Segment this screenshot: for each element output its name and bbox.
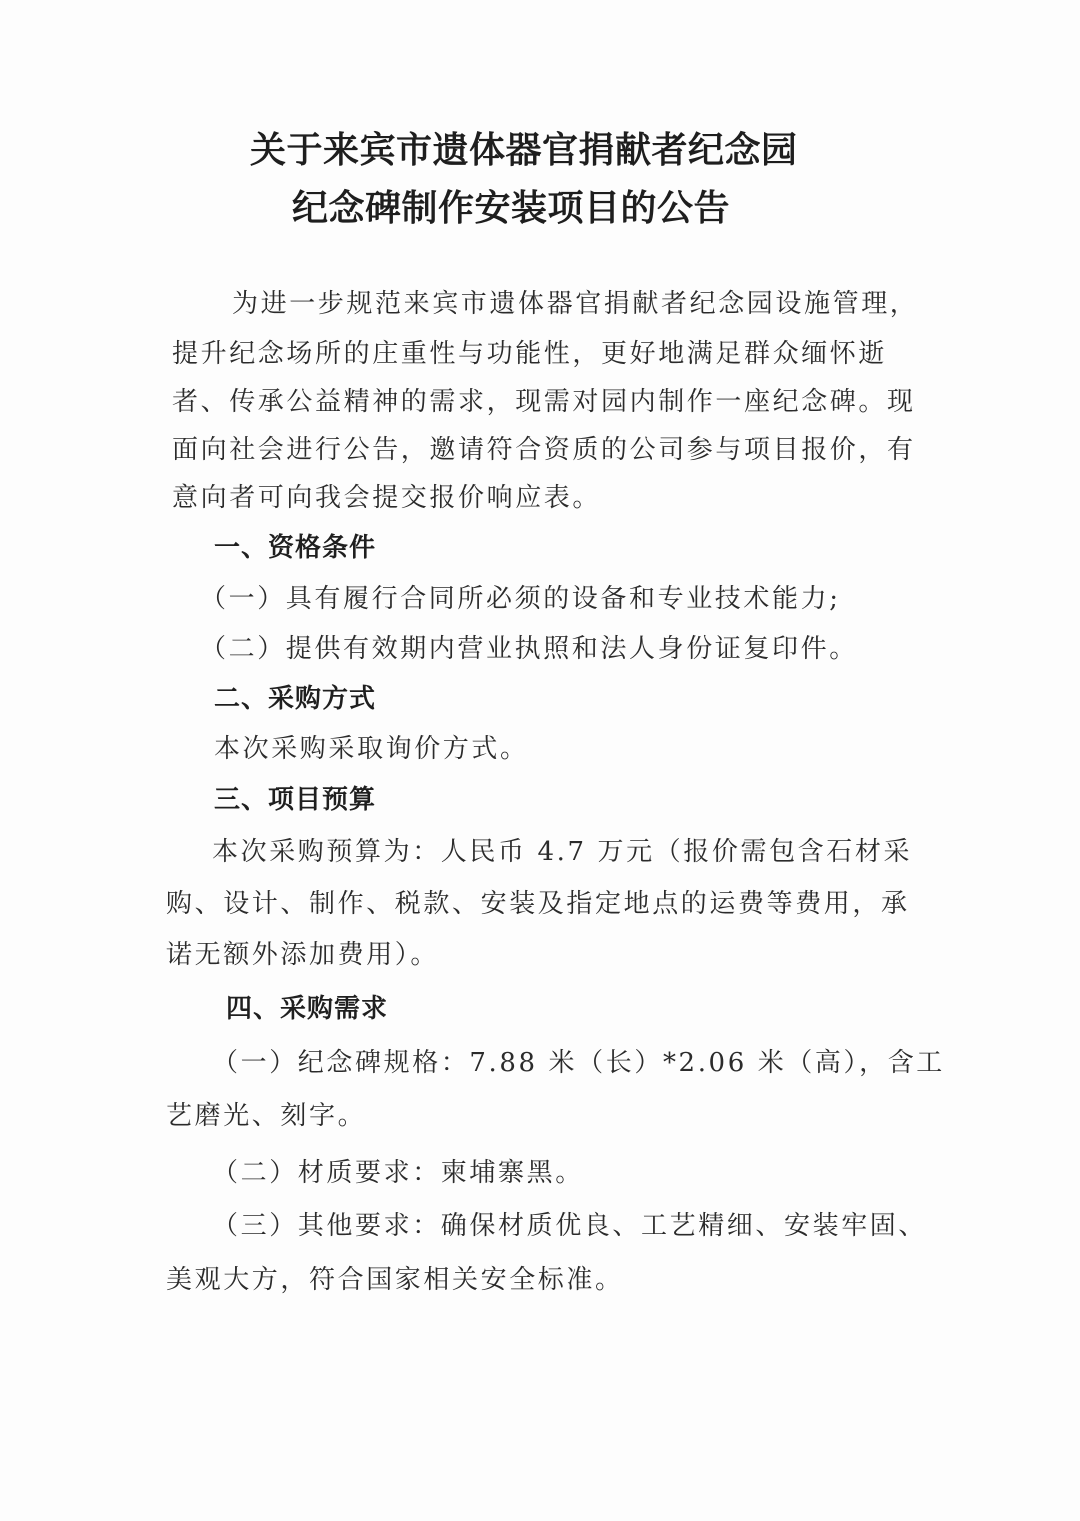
budget-line-2: 购、设计、制作、税款、安装及指定地点的运费等费用，承 xyxy=(166,889,910,919)
intro-line-4: 面向社会进行公告，邀请符合资质的公司参与项目报价，有 xyxy=(172,435,916,465)
requirement-spec-line-2: 艺磨光、刻字。 xyxy=(166,1101,367,1131)
intro-line-5: 意向者可向我会提交报价响应表。 xyxy=(172,483,602,513)
procurement-method-text: 本次采购采取询价方式。 xyxy=(214,734,529,764)
section-heading-budget: 三、项目预算 xyxy=(214,785,377,815)
requirement-material: （二）材质要求：柬埔寨黑。 xyxy=(212,1158,584,1188)
document-title-line-2: 纪念碑制作安装项目的公告 xyxy=(292,188,731,229)
document-title-line-1: 关于来宾市遗体器官捐献者纪念园 xyxy=(250,130,798,171)
budget-line-3: 诺无额外添加费用）。 xyxy=(166,940,440,970)
intro-line-1: 为进一步规范来宾市遗体器官捐献者纪念园设施管理， xyxy=(232,289,919,319)
requirement-spec-line-1: （一）纪念碑规格：7.88 米（长）*2.06 米（高），含工 xyxy=(212,1048,945,1078)
intro-line-3: 者、传承公益精神的需求，现需对园内制作一座纪念碑。现 xyxy=(172,387,916,417)
qualification-item-1: （一）具有履行合同所必须的设备和专业技术能力; xyxy=(200,584,841,614)
section-heading-procurement-method: 二、采购方式 xyxy=(214,684,377,714)
intro-line-2: 提升纪念场所的庄重性与功能性，更好地满足群众缅怀逝 xyxy=(172,339,888,369)
requirement-other-line-2: 美观大方，符合国家相关安全标准。 xyxy=(166,1265,624,1295)
qualification-item-2: （二）提供有效期内营业执照和法人身份证复印件。 xyxy=(200,634,858,664)
section-heading-qualifications: 一、资格条件 xyxy=(214,533,377,563)
section-heading-requirements: 四、采购需求 xyxy=(226,994,389,1024)
requirement-other-line-1: （三）其他要求：确保材质优良、工艺精细、安装牢固、 xyxy=(212,1211,928,1241)
budget-line-1: 本次采购预算为：人民币 4.7 万元（报价需包含石材采 xyxy=(212,837,913,867)
